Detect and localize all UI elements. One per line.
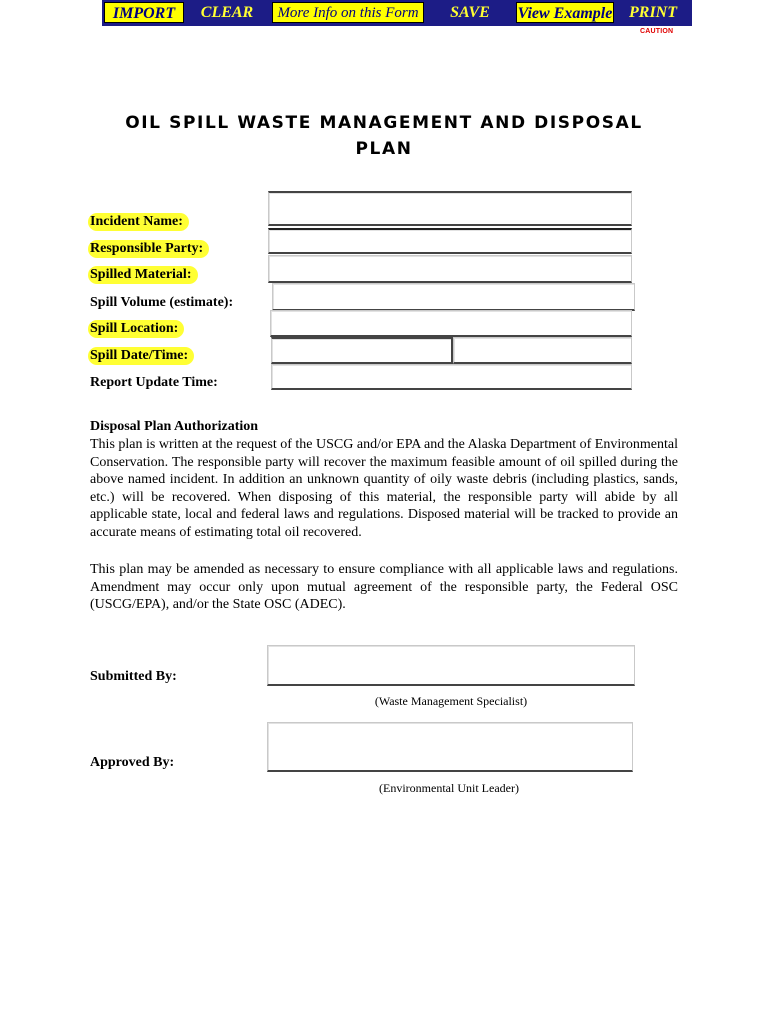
caution-label: CAUTION <box>640 28 674 35</box>
save-button[interactable]: SAVE <box>450 4 490 21</box>
spill-time-input[interactable] <box>453 337 632 364</box>
authorization-heading: Disposal Plan Authorization <box>90 419 259 434</box>
page-title <box>100 110 668 162</box>
title-line-2: PLAN <box>355 139 413 159</box>
submitted-by-caption: (Waste Management Specialist) <box>374 694 528 708</box>
import-button[interactable]: IMPORT <box>104 2 184 23</box>
approved-by-caption: (Environmental Unit Leader) <box>379 781 519 795</box>
authorization-paragraph-2: This plan may be amended as necessary to ensure compliance with all applicable laws and regulations. Amendment may occur only upon mutual agreement of the responsible party, the Federal OSC (USCG/EPA), and/or the State OSC (ADEC). <box>90 562 678 613</box>
spill-volume-label: Spill Volume (estimate): <box>90 295 234 310</box>
spilled-material-label: Spilled Material: <box>88 266 198 284</box>
responsible-party-input[interactable] <box>268 228 632 254</box>
responsible-party-label: Responsible Party: <box>88 240 209 258</box>
submitted-by-label: Submitted By: <box>90 669 177 684</box>
report-update-time-input[interactable] <box>271 364 632 390</box>
more-info-button[interactable]: More Info on this Form <box>272 2 424 23</box>
spill-date-input[interactable] <box>271 337 453 364</box>
title-line-1: OIL SPILL WASTE MANAGEMENT AND DISPOSAL <box>125 113 643 133</box>
spill-location-label: Spill Location: <box>88 320 184 338</box>
authorization-paragraph-1: This plan is written at the request of the USCG and/or EPA and the Alaska Department of Environmental Conservation. The responsible party will recover the maximum feasible amount of oil spilled during the above named incident. In addition an unknown quantity of oily waste debris (including plastics, sands, etc.) will be recovered. When disposing of this material, the responsible party will abide by all applicable state, local and federal laws and regulations. Disposed material will be tracked to provide an accurate means of estimating total oil recovered. <box>90 437 678 540</box>
approved-by-input[interactable] <box>267 722 633 772</box>
approved-by-label: Approved By: <box>90 755 175 770</box>
spill-datetime-label: Spill Date/Time: <box>88 347 194 365</box>
incident-name-input[interactable] <box>268 191 632 226</box>
incident-name-label: Incident Name: <box>88 213 189 231</box>
spill-location-input[interactable] <box>270 310 632 337</box>
spill-volume-input[interactable] <box>272 283 635 311</box>
clear-button[interactable]: CLEAR <box>200 4 254 21</box>
form-toolbar <box>102 0 692 26</box>
spilled-material-input[interactable] <box>268 255 632 283</box>
view-example-button[interactable]: View Example <box>516 2 614 23</box>
report-update-time-label: Report Update Time: <box>90 375 218 390</box>
print-button[interactable]: PRINT <box>629 4 677 21</box>
submitted-by-input[interactable] <box>267 645 635 686</box>
